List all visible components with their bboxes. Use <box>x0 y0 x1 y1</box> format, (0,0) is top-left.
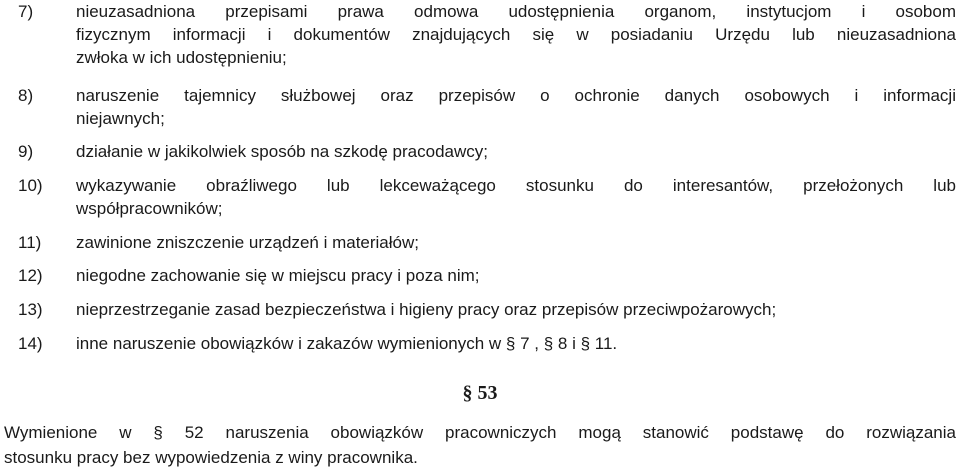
section-paragraph-line: Wymienione w § 52 naruszenia obowiązków pracowniczych mogą stanowić podstawę do rozwiązania <box>4 423 956 442</box>
list-item-number: 11) <box>18 233 42 252</box>
text-line: wykazywanie obraźliwego lub lekceważącego stosunku do interesantów, przełożonych lub <box>76 176 956 195</box>
list-item-number: 7) <box>18 2 34 21</box>
text-line: zwłoka w ich udostępnieniu; <box>76 48 287 67</box>
text-line: niegodne zachowanie się w miejscu pracy i poza nim; <box>76 266 480 285</box>
text-line: zawinione zniszczenie urządzeń i materiałów; <box>76 233 419 252</box>
section-paragraph-line: stosunku pracy bez wypowiedzenia z winy pracownika. <box>4 448 418 467</box>
text-line: działanie w jakikolwiek sposób na szkodę pracodawcy; <box>76 142 488 161</box>
text-line: nieprzestrzeganie zasad bezpieczeństwa i higieny pracy oraz przepisów przeciwpożarowych; <box>76 300 777 319</box>
list-item-number: 8) <box>18 86 34 105</box>
list-item-number: 9) <box>18 142 34 161</box>
text-line: naruszenie tajemnicy służbowej oraz przepisów o ochronie danych osobowych i informacji <box>76 86 956 105</box>
list-item-number: 14) <box>18 334 43 353</box>
text-line: współpracowników; <box>76 199 223 218</box>
text-line: inne naruszenie obowiązków i zakazów wymienionych w § 7 , § 8 i § 11. <box>76 334 618 353</box>
section-heading: § 53 <box>462 382 498 404</box>
text-line: nieuzasadniona przepisami prawa odmowa udostępnienia organom, instytucjom i osobom <box>76 2 956 21</box>
list-item-number: 12) <box>18 266 43 285</box>
text-line: fizycznym informacji i dokumentów znajdujących się w posiadaniu Urzędu lub nieuzasadniona <box>76 25 956 44</box>
list-item-number: 10) <box>18 176 43 195</box>
text-line: niejawnych; <box>76 109 165 128</box>
list-item-number: 13) <box>18 300 43 319</box>
